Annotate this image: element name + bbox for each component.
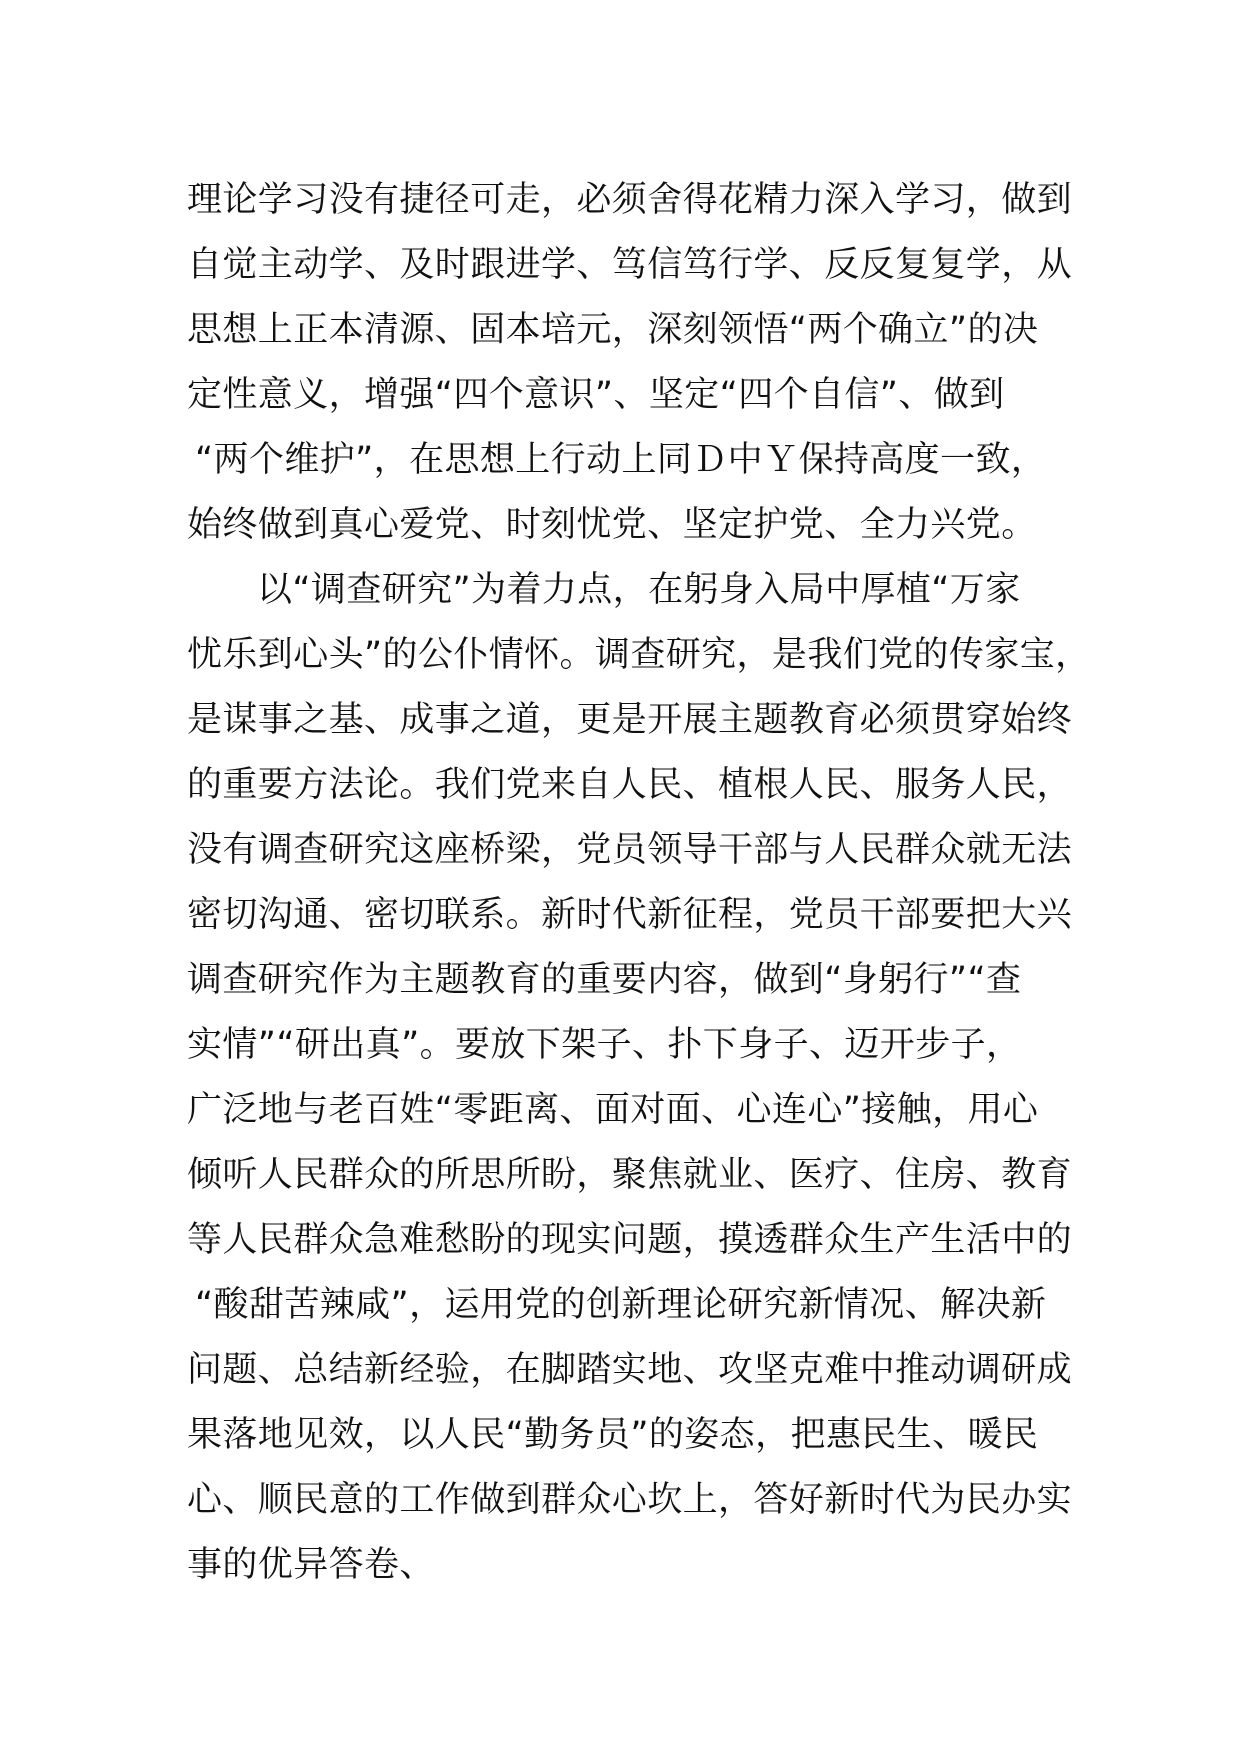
text-line: 密切沟通、密切联系。新时代新征程，党员干部要把大兴 bbox=[187, 895, 1073, 935]
text-line: “两个维护”，在思想上行动上同Ｄ中Ｙ保持高度一致， bbox=[195, 440, 1047, 480]
text-line: 实情”“研出真”。要放下架子、扑下身子、迈开步子， bbox=[187, 1025, 1022, 1065]
text-line: 的重要方法论。我们党来自人民、植根人民、服务人民， bbox=[187, 765, 1073, 805]
text-line: 没有调查研究这座桥梁，党员领导干部与人民群众就无法 bbox=[187, 830, 1073, 870]
text-line: 广泛地与老百姓“零距离、面对面、心连心”接触，用心 bbox=[187, 1090, 1039, 1130]
text-line: 理论学习没有捷径可走，必须舍得花精力深入学习，做到 bbox=[187, 180, 1073, 220]
text-line: 倾听人民群众的所思所盼，聚焦就业、医疗、住房、教育 bbox=[187, 1155, 1073, 1195]
text-line: 定性意义，增强“四个意识”、坚定“四个自信”、做到 bbox=[187, 375, 1005, 415]
text-line: 思想上正本清源、固本培元，深刻领悟“两个确立”的决 bbox=[187, 310, 1039, 350]
text-line: 调查研究作为主题教育的重要内容，做到“身躬行”“查 bbox=[187, 960, 1022, 1000]
text-line: 事的优异答卷、 bbox=[187, 1545, 435, 1585]
text-line: 心、顺民意的工作做到群众心坎上，答好新时代为民办实 bbox=[187, 1480, 1073, 1520]
text-line: 是谋事之基、成事之道，更是开展主题教育必须贯穿始终 bbox=[187, 700, 1073, 740]
text-line: 问题、总结新经验，在脚踏实地、攻坚克难中推动调研成 bbox=[187, 1350, 1073, 1390]
paragraph-first-line: 以“调查研究”为着力点，在躬身入局中厚植“万家 bbox=[257, 570, 1021, 610]
text-line: 果落地见效，以人民“勤务员”的姿态，把惠民生、暖民 bbox=[187, 1415, 1039, 1455]
text-line: 等人民群众急难愁盼的现实问题，摸透群众生产生活中的 bbox=[187, 1220, 1073, 1260]
body-text bbox=[187, 168, 1091, 1598]
text-line: “酸甜苦辣咸”，运用党的创新理论研究新情况、解决新 bbox=[195, 1285, 1047, 1325]
text-line: 自觉主动学、及时跟进学、笃信笃行学、反反复复学，从 bbox=[187, 245, 1073, 285]
text-line: 忧乐到心头”的公仆情怀。调查研究，是我们党的传家宝， bbox=[187, 635, 1091, 675]
text-line: 始终做到真心爱党、时刻忧党、坚定护党、全力兴党。 bbox=[187, 505, 1037, 545]
